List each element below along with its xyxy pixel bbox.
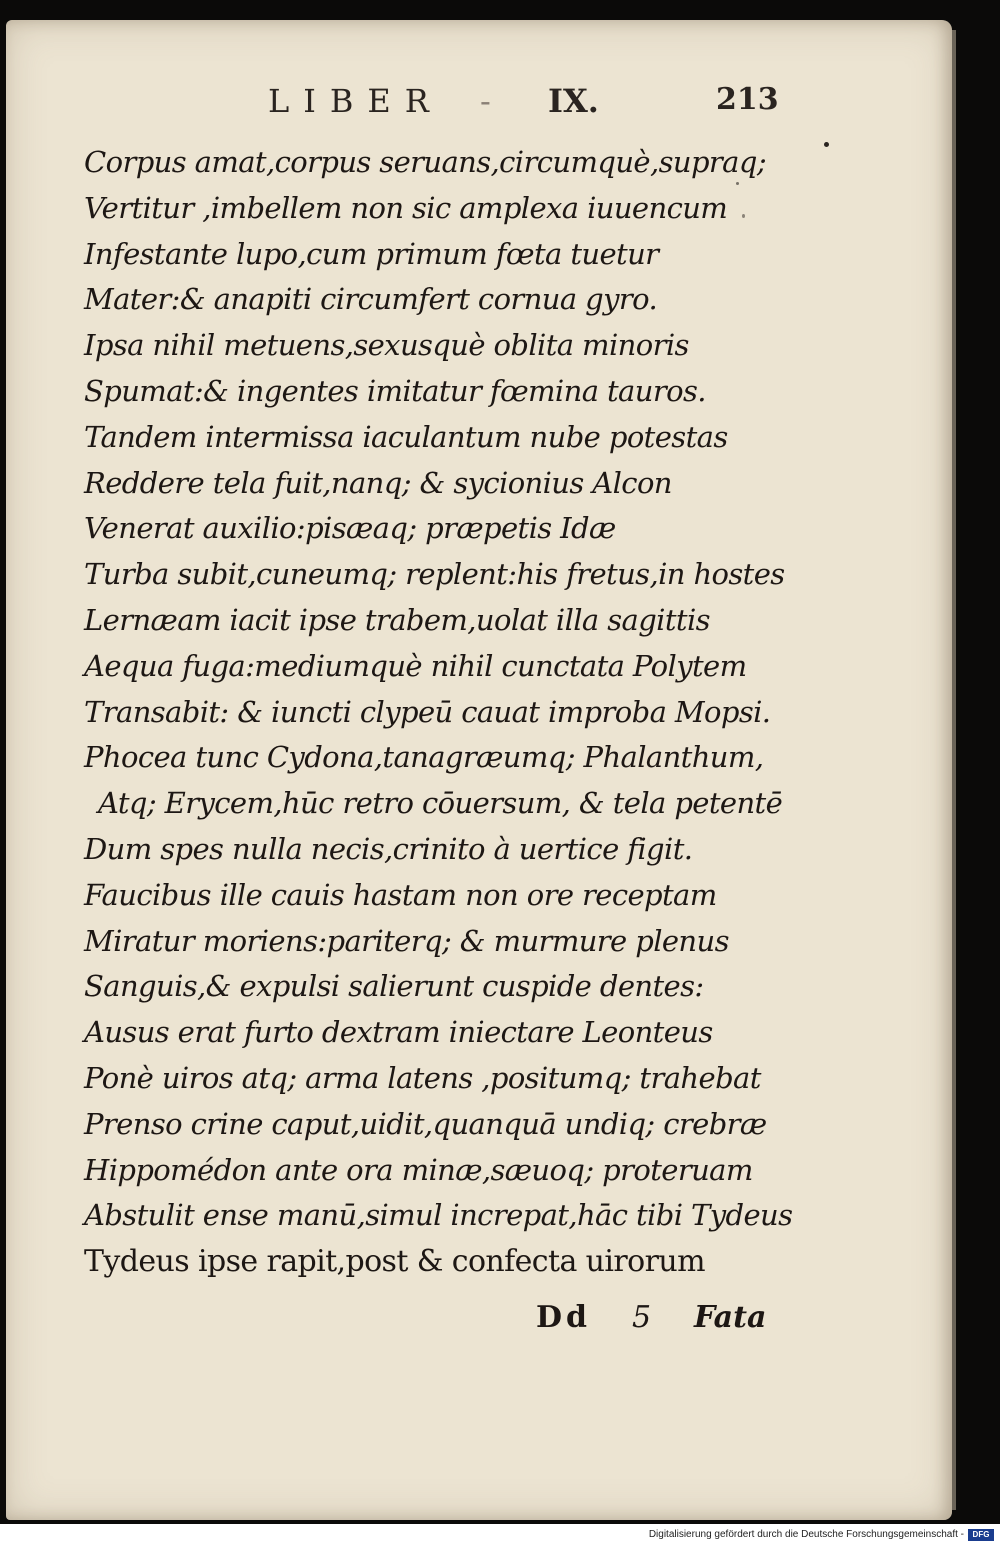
running-head-book-number: IX. xyxy=(548,82,599,120)
verse-line: Dum spes nulla necis,crinito à uertice figit. xyxy=(84,831,693,866)
signature-number: 5 xyxy=(632,1300,652,1335)
running-head-dash: - xyxy=(480,82,491,120)
verse-line: Tandem intermissa iaculantum nube potestas xyxy=(84,419,728,454)
ink-speck xyxy=(736,182,739,185)
verse-line: Abstulit ense manū,simul increpat,hāc tibi Tydeus xyxy=(84,1198,793,1233)
catchword: Fata xyxy=(694,1300,767,1335)
catchline xyxy=(0,1300,1000,1344)
verse-line: Corpus amat,corpus seruans,circumquè,supraq; xyxy=(84,145,766,179)
verse-line: Turba subit,cuneumq; replent:his fretus,in hostes xyxy=(84,557,785,592)
verse-block xyxy=(84,140,804,1285)
verse-line: Ponè uiros atq; arma latens ,positumq; trahebat xyxy=(84,1060,761,1095)
dfg-logo: DFG xyxy=(968,1529,994,1541)
verse-line: Miratur moriens:pariterq; & murmure plenus xyxy=(84,923,729,958)
ink-speck xyxy=(824,142,829,147)
verse-line: Mater:& anapiti circumfert cornua gyro. xyxy=(84,282,658,317)
verse-line: Vertitur ,imbellem non sic amplexa iuuencum xyxy=(84,190,728,225)
running-head xyxy=(0,82,1000,122)
page-number: 213 xyxy=(716,82,779,117)
verse-line: Faucibus ille cauis hastam non ore receptam xyxy=(84,877,717,912)
verse-line: Phocea tunc Cydona,tanagræumq; Phalanthum, xyxy=(84,740,764,775)
signature-mark: Dd xyxy=(536,1300,591,1335)
verse-line: Lernæam iacit ipse trabem,uolat illa sagittis xyxy=(84,602,710,637)
footer-credit: Digitalisierung gefördert durch die Deutsche Forschungsgemeinschaft - xyxy=(648,1529,964,1540)
verse-line: Spumat:& ingentes imitatur fœmina tauros. xyxy=(84,373,706,408)
verse-line: Sanguis,& expulsi salierunt cuspide dentes: xyxy=(84,969,704,1004)
verse-line: Reddere tela fuit,nanq; & sycionius Alcon xyxy=(84,465,672,500)
verse-line: Ausus erat furto dextram iniectare Leonteus xyxy=(84,1015,713,1050)
verse-line: Prenso crine caput,uidit,quanquā undiq; crebræ xyxy=(84,1106,767,1141)
verse-line: Venerat auxilio:pisæaq; præpetis Idæ xyxy=(84,511,616,546)
verse-line: Infestante lupo,cum primum fœta tuetur xyxy=(84,236,659,271)
verse-line: Hippomédon ante ora minæ,sæuoq; proteruam xyxy=(84,1152,753,1187)
page-edge xyxy=(952,30,956,1510)
ink-speck xyxy=(742,214,745,218)
running-head-title: LIBER xyxy=(268,82,443,120)
verse-line: Transabit: & iuncti clypeū cauat improba Mopsi. xyxy=(84,694,771,729)
verse-line: Tydeus ipse rapit,post & confecta uirorum xyxy=(84,1244,705,1280)
verse-line: Aequa fuga:mediumquè nihil cunctata Polytem xyxy=(84,648,747,683)
verse-line: Atq; Erycem,hūc retro cōuersum, & tela petentē xyxy=(98,786,783,821)
verse-line: Ipsa nihil metuens,sexusquè oblita minoris xyxy=(84,328,689,363)
